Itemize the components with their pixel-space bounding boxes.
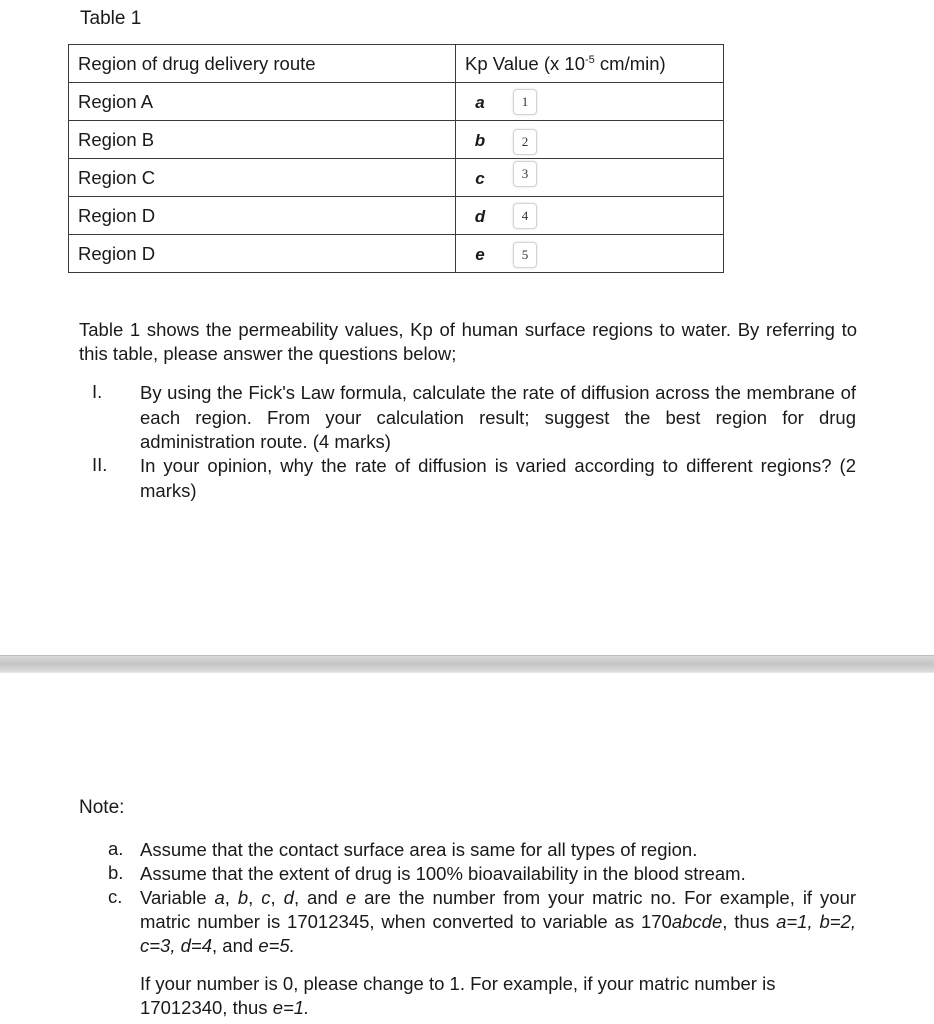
region-cell: Region C	[69, 159, 456, 197]
kp-variable: a	[475, 92, 485, 112]
table-row	[69, 197, 724, 235]
kp-cell	[456, 121, 724, 159]
intro-paragraph: Table 1 shows the permeability values, Kp of human surface regions to water. By referring to this table, please answer the questions below;	[79, 319, 857, 364]
note-letter: c.	[108, 886, 123, 907]
kp-variable: b	[474, 130, 486, 150]
annotation-tag: 1	[513, 89, 537, 115]
region-cell: Region B	[69, 121, 456, 159]
table-row	[69, 83, 724, 121]
region-cell: Region D	[69, 235, 456, 273]
header-region: Region of drug delivery route	[69, 45, 456, 83]
note-text: Variable a, b, c, d, and e are the number from your matric no. For example, if your matric number is 17012345, when converted to variable as 170abcde, thus a=1, b=2, c=3, d=4, and e=5.	[140, 887, 857, 956]
note-letter: a.	[108, 838, 124, 859]
table-row	[69, 159, 724, 197]
kp-variable: c	[475, 168, 485, 188]
note-label: Note:	[79, 797, 125, 818]
note-letter: b.	[108, 862, 124, 883]
annotation-tag: 4	[513, 203, 537, 229]
question-number: II.	[92, 454, 108, 475]
annotation-tag: 2	[513, 129, 537, 155]
kp-cell	[456, 159, 724, 197]
kp-cell	[456, 235, 724, 273]
kp-variable: e	[475, 244, 485, 264]
kp-table	[68, 44, 724, 273]
table-row	[69, 235, 724, 273]
note-text: Assume that the extent of drug is 100% bioavailability in the blood stream.	[140, 863, 746, 884]
question-text: In your opinion, why the rate of diffusion is varied according to different regions? (2 marks)	[140, 455, 856, 501]
header-kp: Kp Value (x $10^{-5}$ cm/min)	[456, 45, 724, 83]
kp-variable: d	[474, 206, 486, 226]
table-title: Table 1	[80, 8, 142, 29]
annotation-tag: 3	[513, 161, 537, 187]
note-text: Assume that the contact surface area is same for all types of region.	[140, 839, 698, 860]
question-text: By using the Fick's Law formula, calculate the rate of diffusion across the membrane of each region. From your calculation result; suggest the best region for drug administration route. (4 marks)	[140, 382, 856, 452]
note-extra-text: If your number is 0, please change to 1. For example, if your matric number is 17012340, thus e=1.	[140, 973, 776, 1018]
annotation-tag: 5	[513, 242, 537, 268]
table-row	[69, 121, 724, 159]
page-divider	[0, 655, 934, 673]
region-cell: Region D	[69, 197, 456, 235]
region-cell: Region A	[69, 83, 456, 121]
question-number: I.	[92, 381, 103, 402]
kp-cell	[456, 83, 724, 121]
table-header-row	[69, 45, 724, 83]
kp-cell	[456, 197, 724, 235]
